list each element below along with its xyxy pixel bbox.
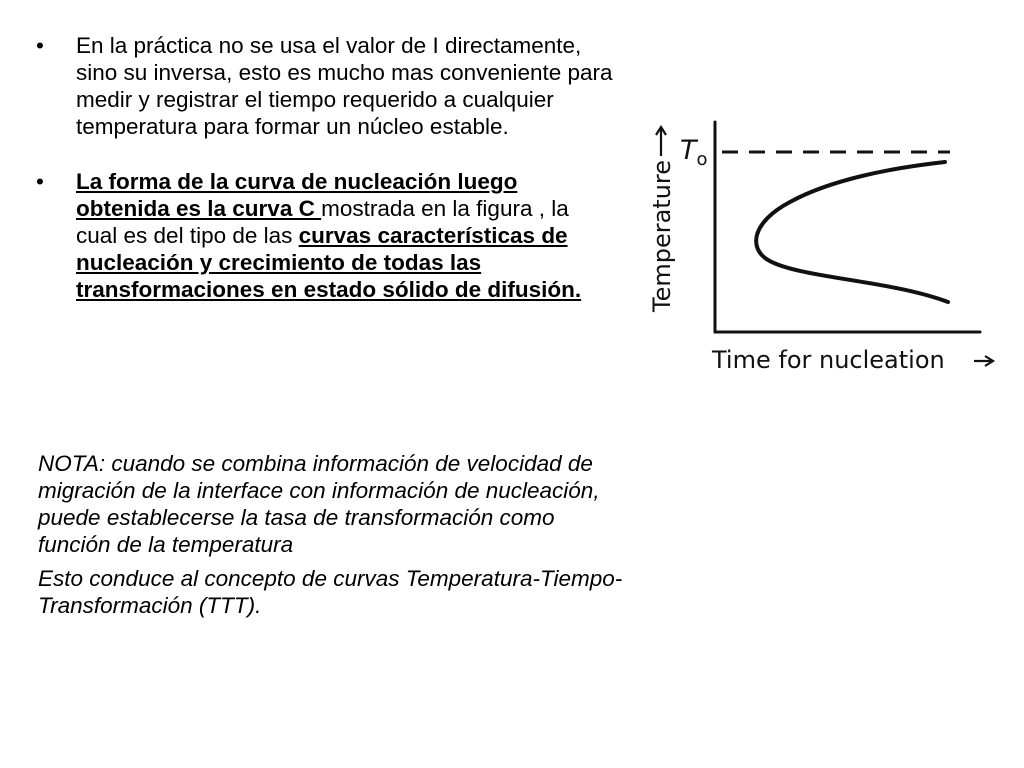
bold-underlined-text: curvas características de nucleación y crecimiento de todas las transformaciones en estado sólido de difusión. (76, 223, 582, 302)
note-paragraph: Esto conduce al concepto de curvas Temperatura-Tiempo-Transformación (TTT). (38, 566, 623, 618)
bullet-list (36, 32, 616, 303)
reference-temperature-label (680, 135, 708, 170)
x-axis-arrow-icon (974, 356, 993, 366)
y-axis-label: Temperature (648, 159, 676, 313)
bullet-item-inverse-rate (36, 32, 616, 140)
note-paragraph: NOTA: cuando se combina información de velocidad de migración de la interface con información de nucleación, puede establecerse la tasa de transformación como función de la temperatura (38, 451, 600, 557)
reference-temperature-subscript: o (696, 149, 708, 170)
x-axis-label: Time for nucleation (712, 346, 945, 374)
nucleation-c-curve (756, 162, 948, 302)
y-axis-arrow-icon (656, 127, 666, 156)
note-block (38, 450, 628, 619)
reference-temperature-symbol: T (680, 135, 697, 166)
plain-text: mostrada en la figura , la cual es del tipo de las (76, 196, 569, 248)
nucleation-curve-figure (640, 108, 1010, 388)
bullet-item-c-curve (36, 168, 616, 303)
bold-underlined-text: La forma de la curva de nucleación luego obtenida es la curva C (76, 169, 518, 221)
bullet-marker: • (36, 33, 44, 58)
bullet-text: En la práctica no se usa el valor de I directamente, sino su inversa, esto es mucho mas conveniente para medir y registrar el tiempo requerido a cualquier temperatura para formar un núcleo estable. (76, 33, 613, 139)
bullet-marker: • (36, 169, 44, 194)
